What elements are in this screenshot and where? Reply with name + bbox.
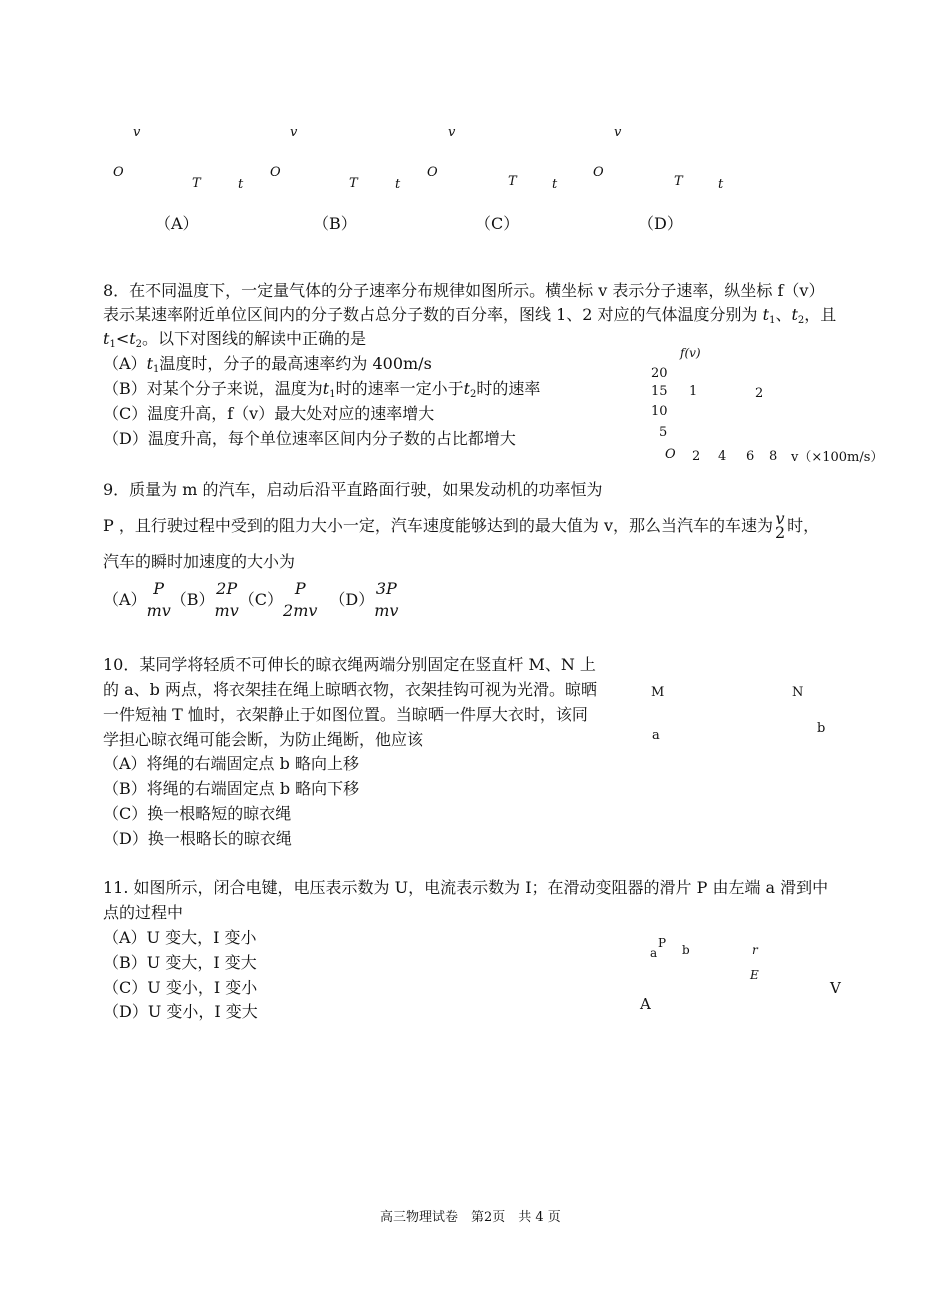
q8-chart-curve-2-label: 2: [755, 386, 764, 401]
q11-diagram-point-b: b: [682, 943, 690, 957]
page-footer: 高三物理试卷 第2页 共 4 页: [380, 1210, 561, 1225]
q9-option-d-label: （D）: [329, 590, 375, 609]
q8-chart-ytick: 5: [659, 425, 668, 440]
graph-d-option: （D）: [638, 214, 683, 233]
q9-option-b-fraction: 2P mv: [214, 579, 239, 620]
graph-c-v-label: v: [448, 125, 456, 140]
q9-stem-line-2: P ，且行驶过程中受到的阻力大小一定，汽车速度能够达到的最大值为 v，那么当汽车的车速为 v 2 时，: [103, 509, 820, 542]
q8-stem-line-3: $t_1<t_2$。以下对图线的解读中正确的是: [103, 329, 367, 350]
q11-diagram-point-a: a: [650, 946, 658, 960]
graph-b-origin: O: [270, 165, 281, 180]
graph-b-t-label: t: [395, 177, 401, 192]
q9-option-c-fraction: P 2mv: [283, 579, 318, 620]
q8-stem-line-1: 8．在不同温度下，一定量气体的分子速率分布规律如图所示。横坐标 v 表示分子速率，纵坐标 f（v）: [103, 281, 825, 300]
graph-d-origin: O: [593, 165, 604, 180]
q8-chart-ytick: 20: [651, 366, 668, 381]
q11-option-b: （B）U 变大，I 变大: [103, 953, 257, 972]
graph-d-v-label: v: [614, 125, 622, 140]
q8-chart-xlabel: v（×100m/s）: [791, 450, 884, 465]
graph-d-T-label: T: [674, 174, 683, 189]
graph-c-t-label: t: [552, 177, 558, 192]
q10-diagram-point-a: a: [652, 728, 660, 743]
q8-chart-ytick: 15: [651, 384, 668, 399]
q8-option-b: （B）对某个分子来说，温度为$t_1$时的速率一定小于$t_2$时的速率: [103, 379, 541, 400]
q8-option-c: （C）温度升高，f（v）最大处对应的速率增大: [103, 404, 435, 423]
q11-option-d: （D）U 变小，I 变大: [103, 1002, 258, 1021]
q9-stem-line-3: 汽车的瞬时加速度的大小为: [103, 552, 296, 571]
q9-option-b-label: （B）: [170, 590, 215, 609]
q11-diagram-ammeter: A: [640, 995, 651, 1013]
q11-stem-line-1: 11. 如图所示，闭合电键，电压表示数为 U，电流表示数为 I；在滑动变阻器的滑片 P 由左端 a 滑到中: [103, 878, 829, 897]
q9-stem-line-1: 9．质量为 m 的汽车，启动后沿平直路面行驶，如果发动机的功率恒为: [103, 480, 603, 499]
q10-diagram-pole-n: N: [792, 685, 804, 700]
q10-option-b: （B）将绳的右端固定点 b 略向下移: [103, 779, 360, 798]
graph-c-origin: O: [427, 165, 438, 180]
q11-option-a: （A）U 变大，I 变小: [103, 928, 257, 947]
q11-diagram-internal-resistance: r: [752, 943, 758, 957]
q8-chart-xtick: 4: [718, 449, 727, 464]
q9-option-a-label: （A）: [103, 590, 147, 609]
q10-stem-line-2: 的 a、b 两点，将衣架挂在绳上晾晒衣物，衣架挂钩可视为光滑。晾晒: [103, 680, 597, 699]
q9-option-c-label: （C）: [238, 590, 284, 609]
q9-option-d-fraction: 3P mv: [374, 579, 399, 620]
q10-option-c: （C）换一根略短的晾衣绳: [103, 804, 292, 823]
q11-option-c: （C）U 变小，I 变小: [103, 978, 258, 997]
graph-a-t-label: t: [238, 177, 244, 192]
q11-stem-line-2: 点的过程中: [103, 903, 184, 922]
q10-stem-line-3: 一件短袖 T 恤时，衣架静止于如图位置。当晾晒一件厚大衣时，该同: [103, 705, 588, 724]
q11-diagram-voltmeter: V: [830, 979, 841, 997]
q10-diagram-pole-m: M: [651, 685, 665, 700]
graph-b-option: （B）: [313, 214, 357, 233]
graph-a-T-label: T: [192, 176, 201, 191]
q8-option-d: （D）温度升高，每个单位速率区间内分子数的占比都增大: [103, 429, 516, 448]
graph-c-option: （C）: [475, 214, 520, 233]
q10-option-a: （A）将绳的右端固定点 b 略向上移: [103, 754, 359, 773]
graph-d-t-label: t: [718, 177, 724, 192]
graph-b-T-label: T: [349, 176, 358, 191]
q9-speed-fraction: v 2: [774, 509, 786, 542]
q8-chart-ytick: 10: [651, 404, 668, 419]
q8-chart-origin: O: [665, 447, 676, 462]
graph-b-v-label: v: [290, 125, 298, 140]
q8-chart-curve-1-label: 1: [689, 384, 698, 399]
q8-option-a: $(A)t_1$温度时，分子的最高速率约为 400m/s: [103, 354, 432, 375]
graph-a-option: （A）: [155, 214, 199, 233]
q8-stem-line-2: 表示某速率附近单位区间内的分子数占总分子数的百分率，图线 1、2 对应的气体温度分别为 $t_1$、$t_2$，且: [103, 305, 837, 326]
q8-chart-xtick: 6: [746, 449, 755, 464]
q10-diagram-point-b: b: [817, 721, 826, 736]
graph-a-v-label: v: [133, 125, 141, 140]
graph-a-origin: O: [113, 165, 124, 180]
q9-option-a-fraction: P mv: [146, 579, 171, 620]
q10-stem-line-1: 10．某同学将轻质不可伸长的晾衣绳两端分别固定在竖直杆 M、N 上: [103, 655, 596, 674]
q10-option-d: （D）换一根略长的晾衣绳: [103, 829, 292, 848]
graph-c-T-label: T: [508, 174, 517, 189]
q11-diagram-slider-p: P: [658, 936, 667, 950]
q8-chart-ylabel: f(v): [680, 346, 701, 360]
q8-chart-xtick: 8: [769, 449, 778, 464]
q8-chart-xtick: 2: [692, 449, 701, 464]
q11-diagram-emf: E: [750, 968, 759, 982]
q9-options: [103, 578, 398, 622]
q10-stem-line-4: 学担心晾衣绳可能会断，为防止绳断，他应该: [103, 730, 424, 749]
